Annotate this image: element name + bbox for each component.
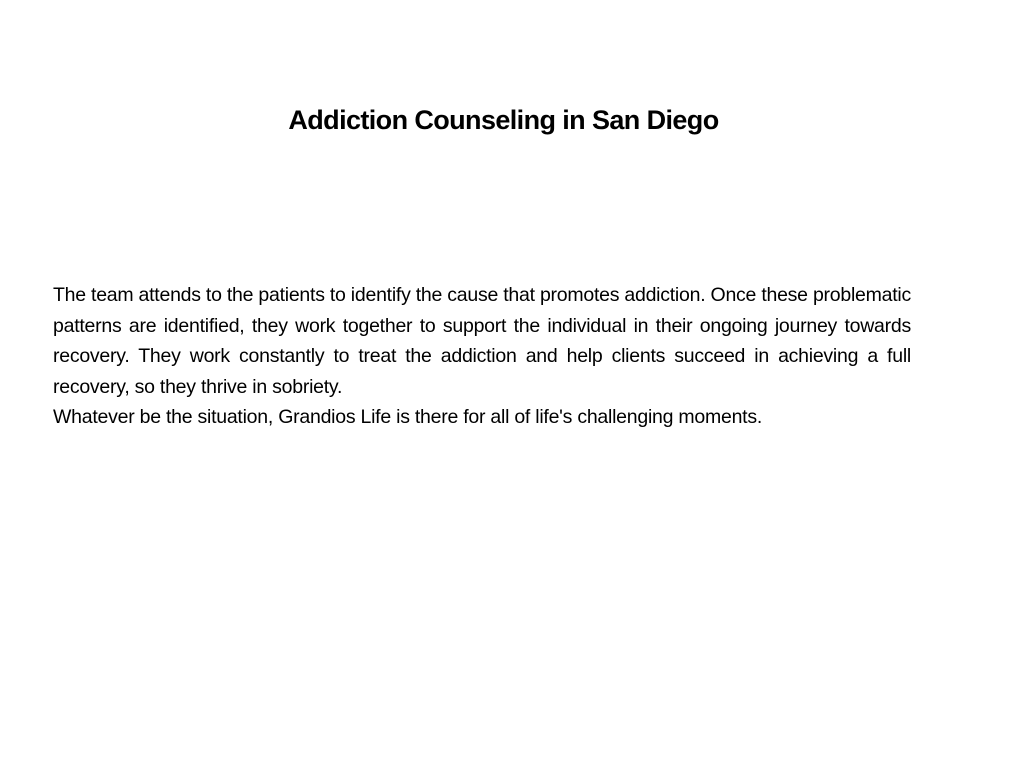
slide-title: Addiction Counseling in San Diego <box>288 105 719 135</box>
body-paragraph: The team attends to the patients to identify the cause that promotes addiction. Once these problematic patterns are identified, they work together to support the individual in their ongoing journey towards recovery. They work constantly to treat the addiction and help clients succeed in achieving a full recovery, so they thrive in sobriety. <box>53 284 911 398</box>
slide-body <box>53 280 911 433</box>
body-paragraph: Whatever be the situation, Grandios Life is there for all of life's challenging moments. <box>53 406 763 429</box>
